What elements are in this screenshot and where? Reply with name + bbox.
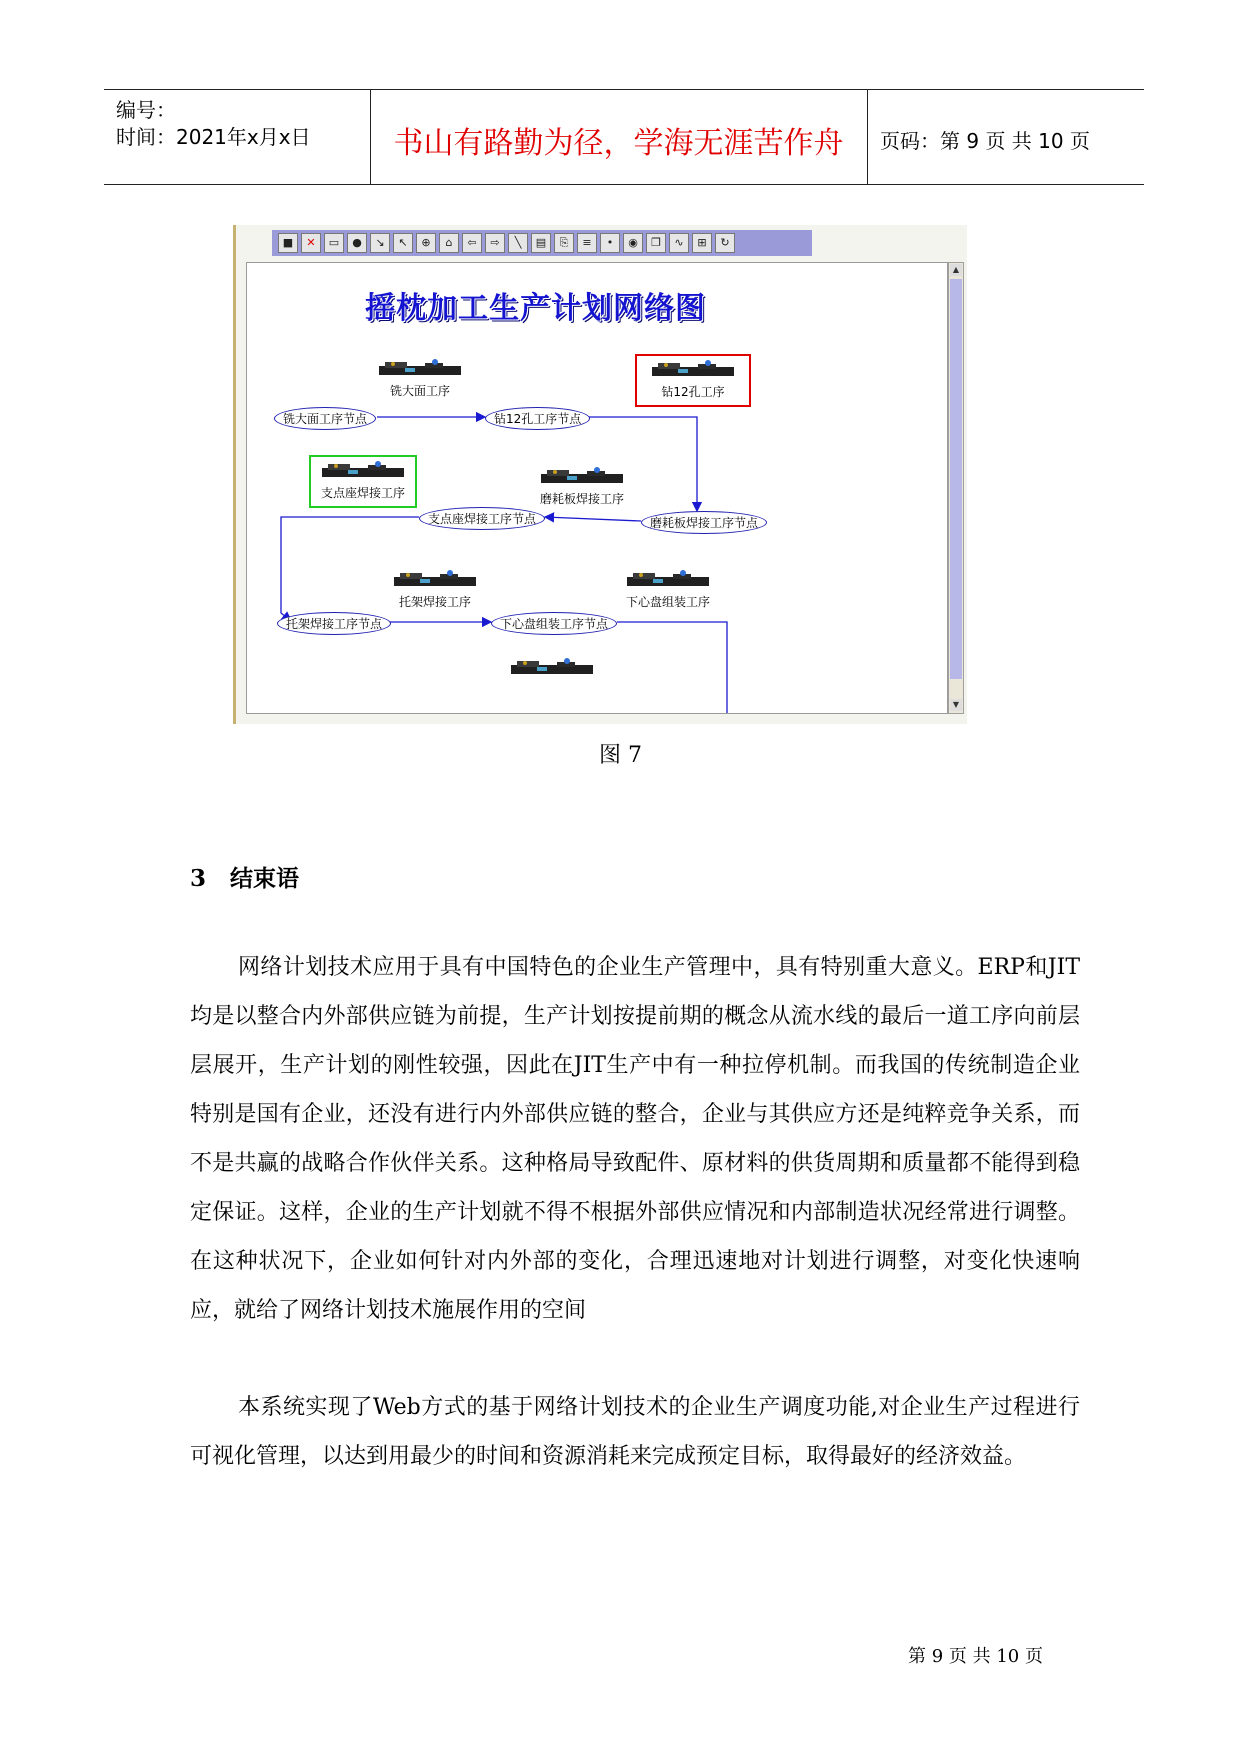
- diagram-title: 摇枕加工生产计划网络图: [365, 291, 706, 326]
- header-motto-cell: [370, 90, 868, 184]
- workstation-label: 下心盘组装工序: [625, 595, 710, 609]
- page-header: [104, 89, 1144, 185]
- crosshair-icon[interactable]: ⊕: [416, 233, 436, 253]
- paragraph-1: 网络计划技术应用于具有中国特色的企业生产管理中，具有特别重大意义。ERP和JIT均是以整合内外部供应链为前提，生产计划按提前期的概念从流水线的最后一道工序向前层层展开，生产计划的刚性较强，因此在JIT生产中有一种拉停机制。而我国的传统制造企业特别是国有企业，还没有进行内外部供应链的整合，企业与其供应方还是纯粹竞争关系，而不是共赢的战略合作伙伴关系。这种格局导致配件、原材料的供货周期和质量都不能得到稳定保证。这样，企业的生产计划就不得不根据外部供应情况和内部制造状况经常进行调整。在这种状况下，企业如何针对内外部的变化，合理迅速地对计划进行调整，对变化快速响应，就给了网络计划技术施展作用的空间: [190, 955, 1080, 1323]
- header-right-cell: [867, 90, 1144, 184]
- back-icon[interactable]: ⇦: [462, 233, 482, 253]
- edge-wear-to-support: [545, 517, 641, 521]
- globe-icon[interactable]: ●: [347, 233, 367, 253]
- pointer-icon[interactable]: ↖: [393, 233, 413, 253]
- workstation-bracket-weld[interactable]: [390, 569, 480, 610]
- machine-icon: [390, 569, 480, 591]
- scroll-down-icon[interactable]: ▼: [950, 699, 962, 711]
- figure-screenshot: [233, 225, 967, 724]
- dot-icon[interactable]: •: [600, 233, 620, 253]
- scroll-thumb[interactable]: [950, 279, 962, 679]
- wave-icon[interactable]: ∿: [669, 233, 689, 253]
- workstation-drill[interactable]: [635, 354, 751, 407]
- workstation-label: 托架焊接工序: [398, 595, 471, 609]
- node-drill[interactable]: 钻12孔工序节点: [485, 407, 590, 430]
- machine-icon: [623, 569, 713, 591]
- workstation-lower-plate[interactable]: [623, 569, 713, 610]
- section-heading: [190, 860, 299, 893]
- home-icon[interactable]: ⌂: [439, 233, 459, 253]
- figure-caption: 图 7: [599, 743, 642, 768]
- number-label: 编号：: [116, 98, 176, 122]
- align-icon[interactable]: ≡: [577, 233, 597, 253]
- node-lower[interactable]: 下心盘组装工序节点: [491, 612, 617, 635]
- time-label: 时间：2021年x月x日: [116, 125, 311, 149]
- connect-icon[interactable]: ↘: [370, 233, 390, 253]
- workstation-wear-weld[interactable]: [537, 466, 627, 507]
- save-icon[interactable]: ■: [278, 233, 298, 253]
- refresh-icon[interactable]: ↻: [715, 233, 735, 253]
- node-icon[interactable]: ▤: [531, 233, 551, 253]
- paragraph-2: 本系统实现了Web方式的基于网络计划技术的企业生产调度功能,对企业生产过程进行可视化管理，以达到用最少的时间和资源消耗来完成预定目标，取得最好的经济效益。: [190, 1395, 1080, 1469]
- workstation-label: 钻12孔工序: [661, 385, 725, 399]
- machine-icon: [375, 358, 465, 380]
- section-title: 结束语: [230, 866, 300, 892]
- window-icon[interactable]: ▭: [324, 233, 344, 253]
- machine-icon: [537, 466, 627, 488]
- node-bracket[interactable]: 托架焊接工序节点: [277, 612, 391, 635]
- forward-icon[interactable]: ⇨: [485, 233, 505, 253]
- machine-icon: [507, 657, 597, 679]
- scroll-up-icon[interactable]: ▲: [950, 264, 962, 276]
- copy-icon[interactable]: ❐: [646, 233, 666, 253]
- export-icon[interactable]: ⎘: [554, 233, 574, 253]
- grid-icon[interactable]: ⊞: [692, 233, 712, 253]
- workstation-label: 磨耗板焊接工序: [539, 492, 624, 506]
- page-footer: 第 9 页 共 10 页: [908, 1646, 1043, 1667]
- motto: 书山有路勤为径，学海无涯苦作舟: [393, 126, 844, 161]
- workstation-mill[interactable]: [375, 358, 465, 399]
- vertical-scrollbar[interactable]: [948, 262, 964, 714]
- machine-icon: [318, 460, 408, 482]
- workstation-support-weld[interactable]: [309, 455, 417, 508]
- workstation-label: 支点座焊接工序: [320, 486, 405, 500]
- workstation-label: 铣大面工序: [389, 384, 450, 398]
- node-wear[interactable]: 磨耗板焊接工序节点: [641, 511, 767, 534]
- target-icon[interactable]: ◉: [623, 233, 643, 253]
- line-icon[interactable]: ╲: [508, 233, 528, 253]
- node-mill[interactable]: 铣大面工序节点: [274, 407, 376, 430]
- header-left-cell: [104, 90, 371, 184]
- workstation-partial[interactable]: [507, 657, 597, 679]
- section-number: 3: [190, 865, 207, 892]
- node-support[interactable]: 支点座焊接工序节点: [419, 507, 545, 530]
- edge-lower-out: [617, 622, 727, 713]
- toolbar: [272, 230, 812, 256]
- close-icon[interactable]: ✕: [301, 233, 321, 253]
- machine-icon: [648, 359, 738, 381]
- diagram-canvas: [246, 262, 948, 714]
- page-label: 页码：第 9 页 共 10 页: [880, 129, 1090, 153]
